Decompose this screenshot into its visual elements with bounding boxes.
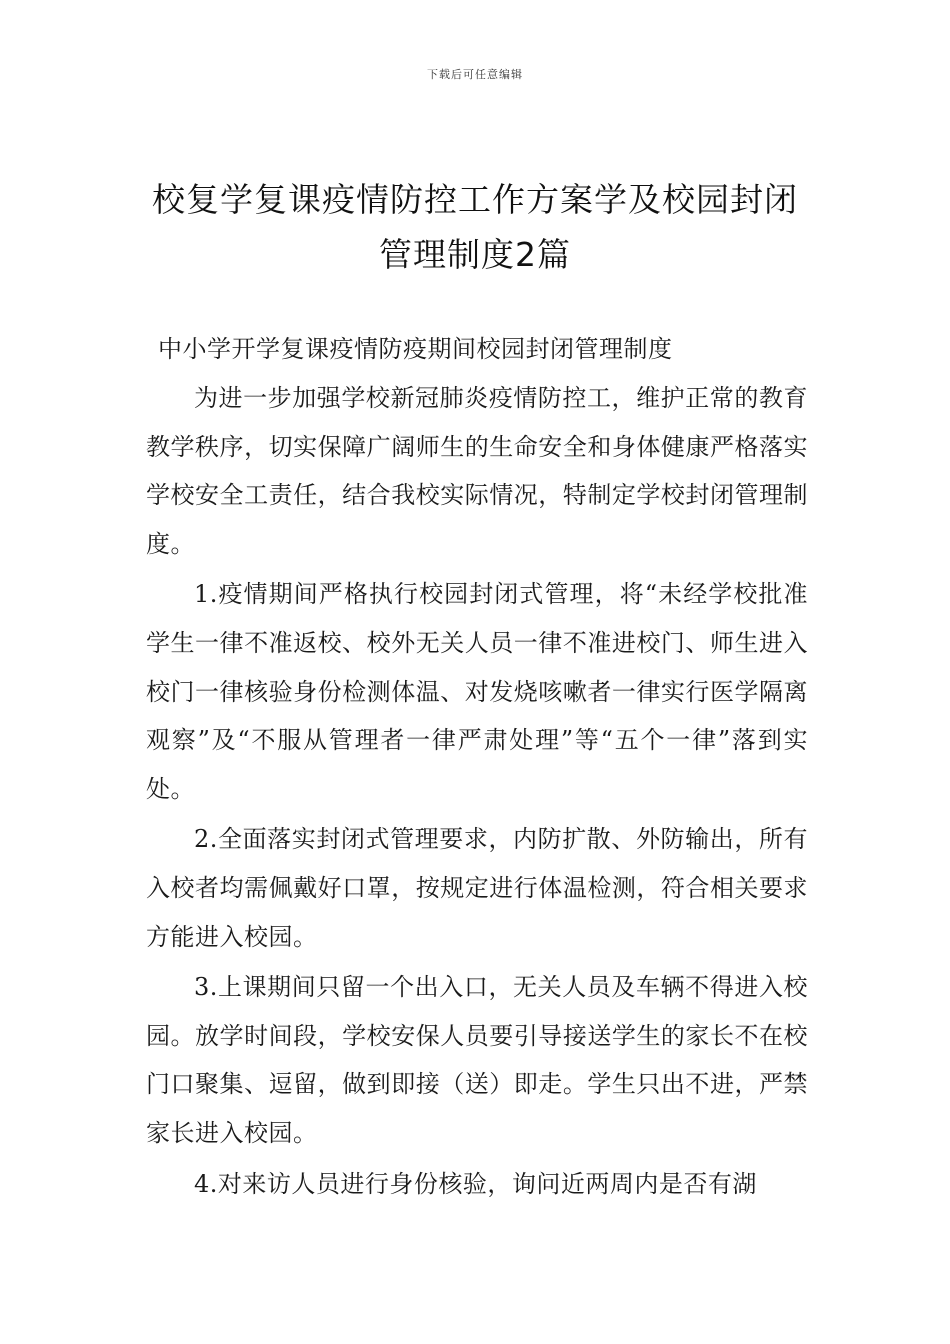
document-title: 校复学复课疫情防控工作方案学及校园封闭管理制度2篇	[152, 180, 798, 274]
paragraph-item-2: 2.全面落实封闭式管理要求，内防扩散、外防输出，所有入校者均需佩戴好口罩，按规定进行体温检测，符合相关要求方能进入校园。	[146, 825, 808, 951]
paragraph-item-3: 3.上课期间只留一个出入口，无关人员及车辆不得进入校园。放学时间段，学校安保人员要引导接送学生的家长不在校门口聚集、逗留，做到即接（送）即走。学生只出不进，严禁家长进入校园。	[146, 973, 808, 1147]
section-subtitle: 中小学开学复课疫情防疫期间校园封闭管理制度	[158, 335, 673, 363]
paragraph-item-4: 4.对来访人员进行身份核验，询问近两周内是否有湖	[194, 1169, 757, 1198]
paragraph-item-1: 1.疫情期间严格执行校园封闭式管理，将“未经学校批准学生一律不准返校、校外无关人员一律不准进校门、师生进入校门一律核验身份检测体温、对发烧咳嗽者一律实行医学隔离观察”及“不服从管理者一律严肃处理”等“五个一律”落到实处。	[146, 580, 808, 803]
document-body	[146, 326, 808, 1208]
paragraph-intro: 为进一步加强学校新冠肺炎疫情防控工，维护正常的教育教学秩序，切实保障广阔师生的生命安全和身体健康严格落实学校安全工责任，结合我校实际情况，特制定学校封闭管理制度。	[146, 384, 808, 558]
header-note: 下载后可任意编辑	[427, 68, 523, 81]
